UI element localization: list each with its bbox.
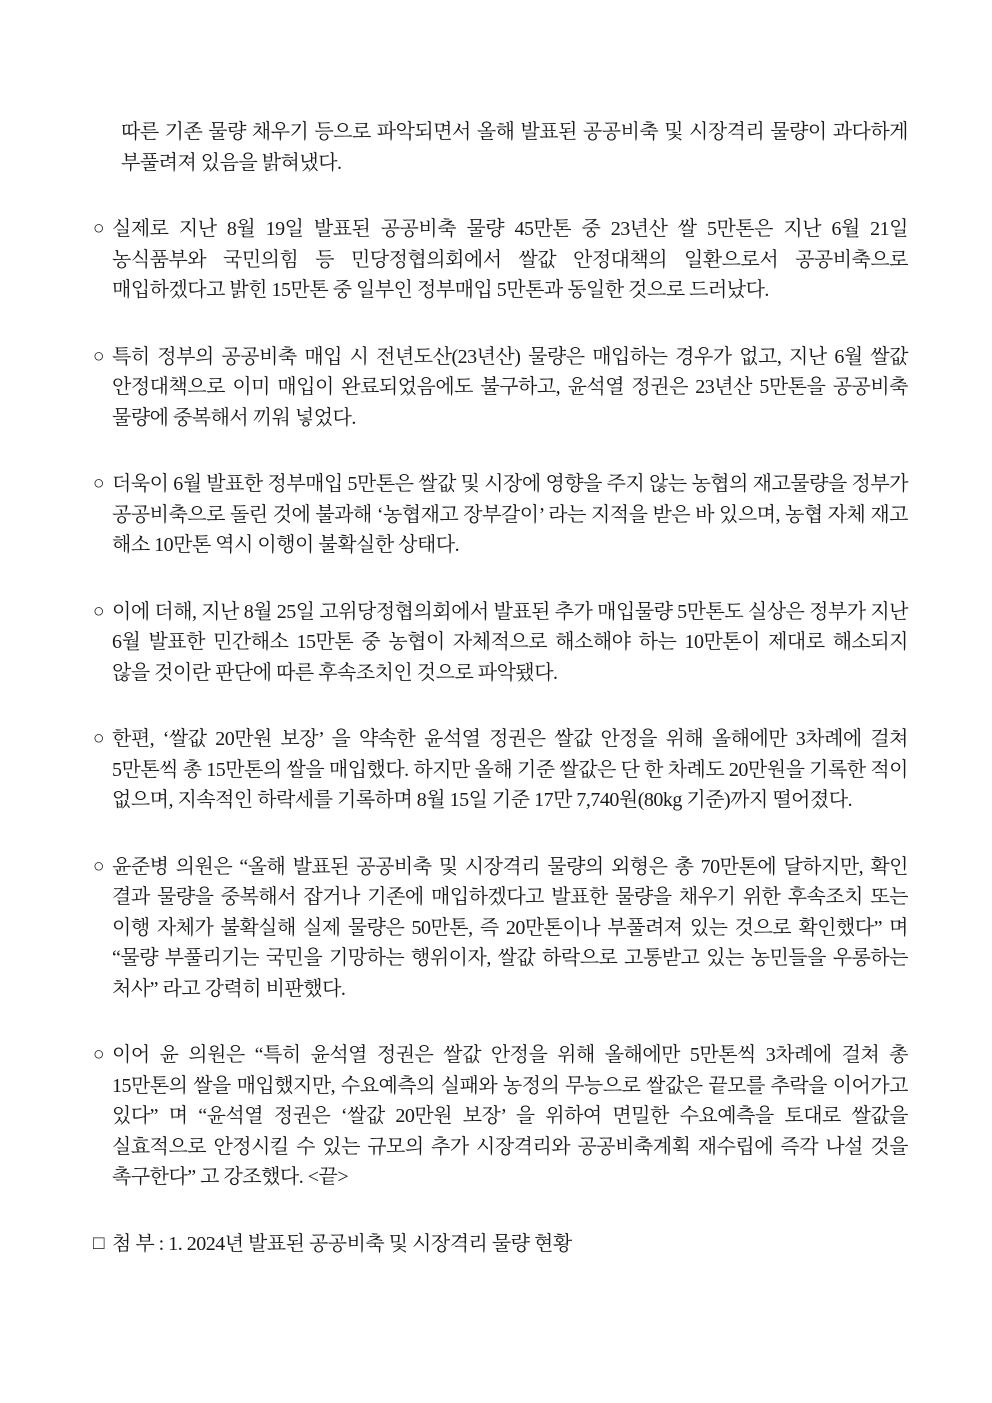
paragraph-text: 따른 기존 물량 채우기 등으로 파악되면서 올해 발표된 공공비축 및 시장격리 물량이 과다하게 부풀려져 있음을 밝혀냈다. (121, 121, 908, 174)
bullet-paragraph-1 (93, 214, 908, 306)
bullet-paragraph-4 (93, 597, 908, 689)
paragraph-text: 윤준병 의원은 “올해 발표된 공공비축 및 시장격리 물량의 외형은 총 70만톤에 달하지만, 확인 결과 물량을 중복해서 잡거나 기존에 매입하겠다고 발표한 물량을 채우기 위한 후속조치 또는 이행 자체가 불확실해 실제 물량은 50만톤, 즉 20만톤이나 부풀려져 있는 것으로 확인했다” 며 “물량 부풀리기는 국민을 기망하는 행위이자, 쌀값 하락으로 고통받고 있는 농민들을 우롱하는 처사” 라고 강력히 비판했다. (112, 855, 908, 1000)
continuation-paragraph (93, 117, 908, 178)
paragraph-text: 이어 윤 의원은 “특히 윤석열 정권은 쌀값 안정을 위해 올해에만 5만톤씩 3차례에 걸쳐 총 15만톤의 쌀을 매입했지만, 수요예측의 실패와 농정의 무능으로 쌀값은 끝모를 추락을 이어가고 있다” 며 “윤석열 정권은 ‘쌀값 20만원 보장’ 을 위하여 면밀한 수요예측을 토대로 쌀값을 실효적으로 안정시킬 수 있는 규모의 추가 시장격리와 공공비축계획 재수립에 즉각 나설 것을 촉구한다” 고 강조했다. <끝> (112, 1044, 908, 1188)
attachment-text: 첨 부 : 1. 2024년 발표된 공공비축 및 시장격리 물량 현황 (112, 1232, 572, 1255)
paragraph-text: 특히 정부의 공공비축 매입 시 전년도산(23년산) 물량은 매입하는 경우가 없고, 지난 6월 쌀값 안정대책으로 이미 매입이 완료되었음에도 불구하고, 윤석열 정권은 23년산 5만톤을 공공비축 물량에 중복해서 끼워 넣었다. (112, 345, 908, 429)
circle-bullet: ○ (93, 218, 105, 239)
circle-bullet: ○ (93, 728, 105, 749)
paragraph-text: 한편, ‘쌀값 20만원 보장’ 을 약속한 윤석열 정권은 쌀값 안정을 위해 올해에만 3차례에 걸쳐 5만톤씩 총 15만톤의 쌀을 매입했다. 하지만 올해 기준 쌀값은 단 한 차례도 20만원을 기록한 적이 없으며, 지속적인 하락세를 기록하며 8월 15일 기준 17만 7,740원(80kg 기준)까지 떨어졌다. (112, 728, 908, 811)
circle-bullet: ○ (93, 473, 105, 494)
bullet-paragraph-7 (93, 1040, 908, 1193)
circle-bullet: ○ (93, 345, 105, 367)
bullet-paragraph-3 (93, 469, 908, 561)
circle-bullet: ○ (93, 855, 105, 877)
bullet-paragraph-6 (93, 852, 908, 1005)
attachment-line (93, 1229, 908, 1260)
paragraph-text: 실제로 지난 8월 19일 발표된 공공비축 물량 45만톤 중 23년산 쌀 5만톤은 지난 6월 21일 농식품부와 국민의힘 등 민당정협의회에서 쌀값 안정대책의 일환으로서 공공비축으로 매입하겠다고 밝힌 15만톤 중 일부인 정부매입 5만톤과 동일한 것으로 드러났다. (112, 218, 908, 301)
circle-bullet: ○ (93, 1044, 105, 1065)
square-bullet: □ (93, 1232, 105, 1254)
bullet-paragraph-5 (93, 724, 908, 816)
circle-bullet: ○ (93, 600, 105, 622)
paragraph-text: 이에 더해, 지난 8월 25일 고위당정협의회에서 발표된 추가 매입물량 5만톤도 실상은 정부가 지난 6월 발표한 민간해소 15만톤 중 농협이 자체적으로 해소해야 하는 10만톤이 제대로 해소되지 않을 것이란 판단에 따른 후속조치인 것으로 파악됐다. (112, 600, 908, 684)
document-body (93, 117, 908, 1259)
paragraph-text: 더욱이 6월 발표한 정부매입 5만톤은 쌀값 및 시장에 영향을 주지 않는 농협의 재고물량을 정부가 공공비축으로 돌린 것에 불과해 ‘농협재고 장부갈이’ 라는 지적을 받은 바 있으며, 농협 자체 재고 해소 10만톤 역시 이행이 불확실한 상태다. (112, 473, 908, 556)
bullet-paragraph-2 (93, 342, 908, 434)
